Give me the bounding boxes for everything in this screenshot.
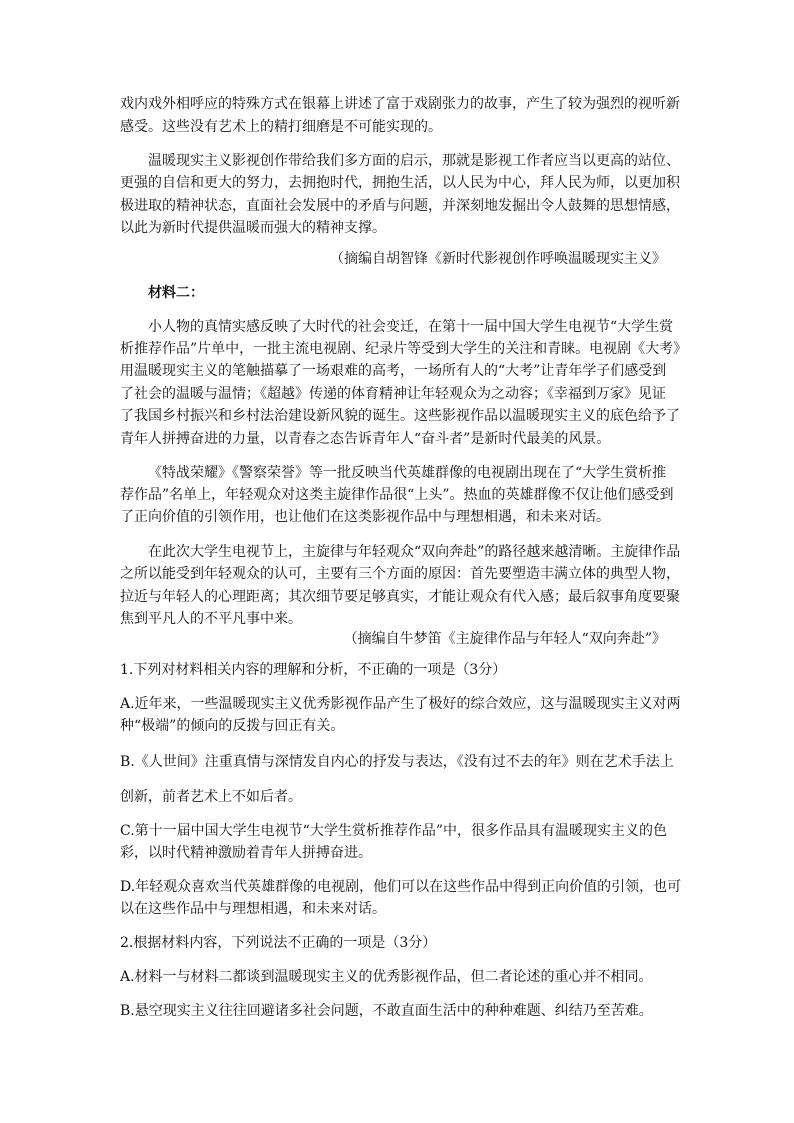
paragraph-line: 小人物的真情实感反映了大时代的社会变迁，在第十一届中国大学生电视节“大学生赏 [148,319,674,335]
paragraph-line: 戏内戏外相呼应的特殊方式在银幕上讲述了富于戏剧张力的故事，产生了较为强烈的视听新 [120,96,680,112]
option-c-line: C.第十一届中国大学生电视节“大学生赏析推荐作品”中，很多作品具有温暖现实主义的色 [120,823,667,839]
paragraph-line: 极进取的精神状态，直面社会发展中的矛盾与问题，并深刻地发掘出令人鼓舞的思想情感， [120,198,680,214]
option-c-line: 彩，以时代精神激励着青年人拼搏奋进。 [120,845,372,861]
option-d-line: 以在这些作品中与理想相遇，和未来对话。 [120,901,386,917]
paragraph-line: 更强的自信和更大的努力，去拥抱时代，拥抱生活，以人民为中心，拜人民为师，以更加积 [120,175,680,191]
paragraph-line: 《特战荣耀》《警察荣誉》等一批反映当代英雄群像的电视剧出现在了“大学生赏析推 [148,465,667,481]
option-a-line: A.材料一与材料二都谈到温暖现实主义的优秀影视作品，但二者论述的重心并不相同。 [120,969,653,985]
paragraph-line: 用温暖现实主义的笔触描摹了一场艰难的高考，一场所有人的“大考”让青年学子们感受到 [120,363,667,379]
paragraph-line: 了我国乡村振兴和乡村法治建设新风貌的诞生。这些影视作品以温暖现实主义的底色给予了 [120,408,680,424]
option-a-line: 种“极端”的倾向的反拨与回正有关。 [120,718,345,734]
paragraph-line: 了社会的温暖与温情；《超越》传递的体育精神让年轻观众为之动容；《幸福到万家》见证 [120,386,666,402]
source-citation: （摘编自胡智锋《新时代影视创作呼唤温暖现实主义》 [330,251,666,267]
paragraph-line: 在此次大学生电视节上，主旋律与年轻观众“双向奔赴”的路径越来越清晰。主旋律作品 [148,544,681,560]
paragraph-line: 荐作品”名单上，年轻观众对这类主旋律作品很“上头”。热血的英雄群像不仅让他们感受到 [120,487,674,503]
paragraph-line: 以此为新时代提供温暖而强大的精神支撑。 [120,220,386,236]
option-d-line: D.年轻观众喜欢当代英雄群像的电视剧，他们可以在这些作品中得到正向价值的引领，也可 [120,879,682,895]
paragraph-line: 拉近与年轻人的心理距离；其次细节要足够真实，才能让观众有代入感；最后叙事角度要聚 [120,589,680,605]
question-2: 2.根据材料内容，下列说法不正确的一项是（3分） [120,935,437,951]
option-b-line: B.《人世间》注重真情与深情发自内心的抒发与表达，《没有过不去的年》则在艺术手法上 [120,754,674,770]
option-b-line: B.悬空现实主义往往回避诸多社会问题，不敢直面生活中的种种难题、纠结乃至苦难。 [120,1003,653,1019]
paragraph-line: 焦到平凡人的不平凡事中来。 [120,611,302,627]
question-1: 1.下列对材料相关内容的理解和分析，不正确的一项是（3分） [120,662,507,678]
paragraph-line: 温暖现实主义影视创作带给我们多方面的启示，那就是影视工作者应当以更高的站位、 [148,153,680,169]
paragraph-line: 青年人拼搏奋进的力量，以青春之态告诉青年人“奋斗者”是新时代最美的风景。 [120,431,611,447]
section-heading: 材料二： [148,285,204,301]
option-b-line: 创新，前者艺术上不如后者。 [120,789,302,805]
paragraph-line: 之所以能受到年轻观众的认可，主要有三个方面的原因：首先要塑造丰满立体的典型人物， [120,566,680,582]
paragraph-line: 感受。这些没有艺术上的精打细磨是不可能实现的。 [120,119,442,135]
option-a-line: A.近年来，一些温暖现实主义优秀影视作品产生了极好的综合效应，这与温暖现实主义对两 [120,696,681,712]
source-citation: （摘编自牛梦笛《主旋律作品与年轻人“双向奔赴”》 [343,631,666,647]
paragraph-line: 析推荐作品”片单中，一批主流电视剧、纪录片等受到大学生的关注和青睐。电视剧《大考》 [120,341,688,357]
paragraph-line: 了正向价值的引领作用，也让他们在这类影视作品中与理想相遇，和未来对话。 [120,509,610,525]
